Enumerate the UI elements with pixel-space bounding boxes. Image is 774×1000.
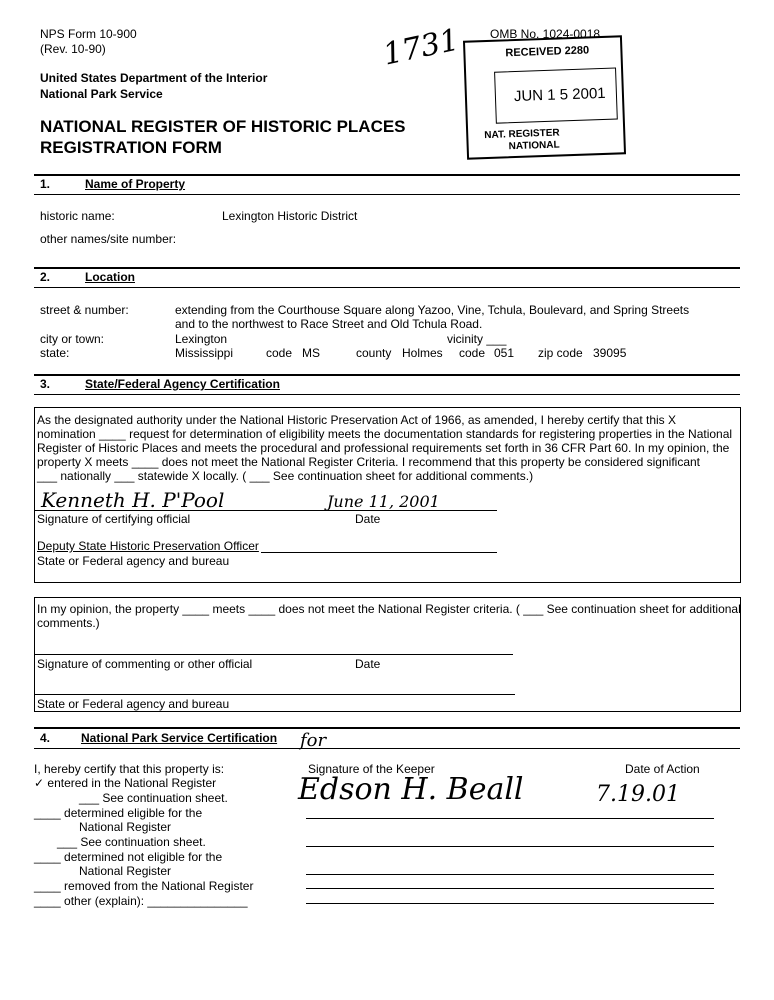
signature-line	[35, 510, 497, 511]
cert-text-line1: As the designated authority under the National Historic Preservation Act of 1966, as amended, I hereby certify that this X	[37, 413, 677, 427]
keeper-line-4	[306, 888, 714, 889]
entered-continuation: ___ See continuation sheet.	[79, 791, 228, 805]
historic-name-value: Lexington Historic District	[222, 209, 358, 223]
section3-title: State/Federal Agency Certification	[85, 377, 280, 391]
keeper-for-handwritten: for	[300, 730, 327, 751]
section2-number: 2.	[40, 270, 51, 284]
section3-bottom-rule	[34, 394, 740, 395]
section1-title: Name of Property	[85, 177, 186, 191]
comment-signature-label: Signature of commenting or other official	[37, 657, 253, 671]
cert-text-line4: property X meets ____ does not meet the National Register Criteria. I recommend that this property be considered significant	[37, 455, 701, 469]
section3-top-rule	[34, 374, 740, 376]
comment-agency-label: State or Federal agency and bureau	[37, 697, 230, 711]
form-title-line2: REGISTRATION FORM	[40, 138, 222, 157]
section3-number: 3.	[40, 377, 51, 391]
service-name: National Park Service	[40, 87, 163, 101]
signature-label: Signature of certifying official	[37, 512, 191, 526]
nps-certify-text: I, hereby certify that this property is:	[34, 762, 225, 776]
date-of-action-label: Date of Action	[625, 762, 700, 776]
stamp-national: NATIONAL	[508, 139, 560, 153]
section4-top-rule	[34, 727, 740, 729]
state-code-label: code	[266, 346, 293, 360]
certifying-signature: Kenneth H. P'Pool	[41, 488, 225, 512]
agency-label: State or Federal agency and bureau	[37, 554, 230, 568]
county-code-value: 051	[494, 346, 515, 360]
section2-bottom-rule	[34, 287, 740, 288]
not-eligible-option: ____ determined not eligible for the	[34, 850, 223, 864]
keeper-line-1	[306, 818, 714, 819]
stamp-date-box	[494, 67, 618, 123]
keeper-signature-label: Signature of the Keeper	[308, 762, 435, 776]
certifying-date-handwritten: June 11, 2001	[327, 492, 440, 511]
state-value: Mississippi	[175, 346, 234, 360]
street-value-line1: extending from the Courthouse Square along Yazoo, Vine, Tchula, Boulevard, and Spring Streets	[175, 303, 690, 317]
cert-text-line2: nomination ____ request for determination of eligibility meets the documentation standards for registering properties in the National	[37, 427, 733, 441]
city-label: city or town:	[40, 332, 105, 346]
county-label: county	[356, 346, 392, 360]
street-value-line2: and to the northwest to Race Street and Old Tchula Road.	[175, 317, 483, 331]
date-of-action-handwritten: 7.19.01	[596, 782, 680, 807]
county-code-label: code	[459, 346, 486, 360]
comment-agency-line	[35, 694, 515, 695]
officer-title: Deputy State Historic Preservation Officer	[37, 539, 259, 553]
historic-name-label: historic name:	[40, 209, 115, 223]
stamp-register: NAT. REGISTER	[484, 127, 560, 142]
date-label: Date	[355, 512, 381, 526]
eligible-continuation: ___ See continuation sheet.	[57, 835, 206, 849]
zip-value: 39095	[593, 346, 627, 360]
other-option: ____ other (explain): _______________	[34, 894, 248, 908]
omb-number: OMB No. 1024-0018	[490, 27, 601, 41]
form-revision: (Rev. 10-90)	[40, 42, 106, 56]
agency-line	[261, 552, 497, 553]
keeper-line-2	[306, 846, 714, 847]
cert-text-line5: ___ nationally ___ statewide X locally. ( ___ See continuation sheet for additional comments.)	[37, 469, 534, 483]
zip-label: zip code	[538, 346, 583, 360]
section1-top-rule	[34, 174, 740, 176]
opinion-box	[34, 597, 741, 712]
certification-box	[34, 407, 741, 583]
eligible-register: National Register	[79, 820, 172, 834]
other-names-label: other names/site number:	[40, 232, 177, 246]
cert-text-line3: Register of Historic Places and meets the procedural and professional requirements set forth in 36 CFR Part 60. In my opinion, the	[37, 441, 730, 455]
keeper-line-3	[306, 874, 714, 875]
section2-title: Location	[85, 270, 135, 284]
received-stamp	[463, 35, 626, 159]
state-code-value: MS	[302, 346, 320, 360]
handwritten-number: 1731	[380, 22, 463, 73]
comment-date-label: Date	[355, 657, 381, 671]
keeper-line-5	[306, 903, 714, 904]
comment-signature-line	[35, 654, 513, 655]
section4-number: 4.	[40, 731, 51, 745]
stamp-date: JUN 1 5 2001	[513, 84, 606, 106]
department-name: United States Department of the Interior	[40, 71, 268, 85]
stamp-received: RECEIVED 2280	[505, 44, 590, 60]
form-title-line1: NATIONAL REGISTER OF HISTORIC PLACES	[40, 117, 406, 136]
keeper-signature: Edson H. Beall	[298, 772, 524, 807]
county-value: Holmes	[402, 346, 443, 360]
opinion-line2: comments.)	[37, 616, 100, 630]
state-label: state:	[40, 346, 70, 360]
removed-option: ____ removed from the National Register	[34, 879, 254, 893]
section2-top-rule	[34, 267, 740, 269]
section4-title: National Park Service Certification	[81, 731, 278, 745]
section1-number: 1.	[40, 177, 51, 191]
form-number: NPS Form 10-900	[40, 27, 137, 41]
opinion-line1: In my opinion, the property ____ meets ____ does not meet the National Register criteria. ( ___ See continuation sheet for additional	[37, 602, 741, 616]
city-value: Lexington	[175, 332, 228, 346]
vicinity-label: vicinity ___	[447, 332, 507, 346]
street-label: street & number:	[40, 303, 129, 317]
entered-option: ✓ entered in the National Register	[34, 776, 217, 790]
section1-bottom-rule	[34, 194, 740, 195]
not-eligible-register: National Register	[79, 864, 172, 878]
section4-bottom-rule	[34, 748, 740, 749]
eligible-option: ____ determined eligible for the	[34, 806, 203, 820]
